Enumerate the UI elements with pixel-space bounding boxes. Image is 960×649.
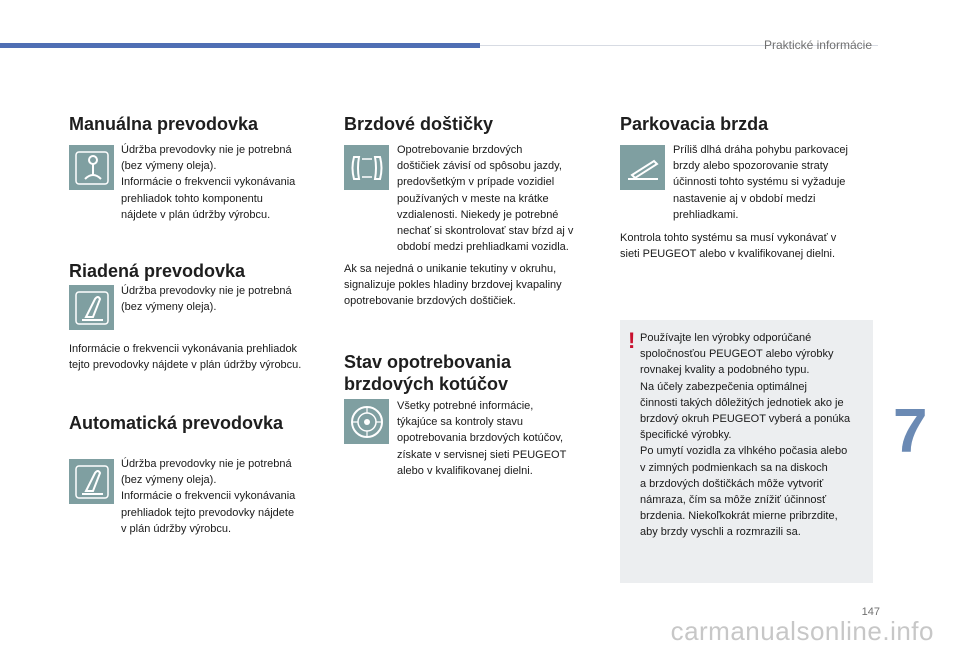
robotized-gear-icon xyxy=(69,285,114,330)
heading-brake-discs: Stav opotrebovania brzdových kotúčov xyxy=(344,352,512,394)
page-number: 147 xyxy=(861,606,880,618)
parking-brake-body: Kontrola tohto systému sa musí vykonávať v sieti PEUGEOT alebo v kvalifikovanej dielni. xyxy=(620,232,837,261)
heading-automatic-gearbox: Automatická prevodovka xyxy=(69,413,284,433)
warning-icon: ! xyxy=(628,328,636,353)
heading-robotized-gearbox: Riadená prevodovka xyxy=(69,261,246,281)
gear-lever-icon xyxy=(69,145,114,190)
heading-manual-gearbox: Manuálna prevodovka xyxy=(69,114,259,134)
automatic-gear-icon xyxy=(69,459,114,504)
robotized-gearbox-body: Informácie o frekvencii vykonávania prehliadok tejto prevodovky nájdete v plán údržby výrobcu. xyxy=(69,343,302,372)
heading-parking-brake: Parkovacia brzda xyxy=(620,114,769,134)
chapter-number: 7 xyxy=(893,397,928,466)
parking-brake-text: Príliš dlhá dráha pohybu parkovacej brzdy alebo spozorovanie straty účinnosti tohto systému si vyžaduje nastavenie aj v období medzi prehliadkami. xyxy=(673,144,848,221)
brake-pads-icon xyxy=(344,145,389,190)
brake-pads-body: Ak sa nejedná o unikanie tekutiny v okruhu, signalizuje pokles hladiny brzdovej kvapaliny opotrebovanie brzdových doštičiek. xyxy=(344,263,562,308)
brake-discs-text: Všetky potrebné informácie, týkajúce sa kontroly stavu opotrebovania brzdových kotúčov, získate v servisnej sieti PEUGEOT alebo v kvalifikovanej dielni. xyxy=(397,400,567,477)
parking-brake-icon xyxy=(620,145,665,190)
brake-pads-text: Opotrebovanie brzdových doštičiek závisí od spôsobu jazdy, predovšetkým v prípade vozidiel používaných v meste na krátke vzdialenosti. Niekedy je potrebné nechať si skontrolovať stav bŕzd aj v období medzi prehliadkami vozidla. xyxy=(397,144,574,254)
warning-text: Používajte len výrobky odporúčané spoločnosťou PEUGEOT alebo výrobky rovnakej kvality a podobného typu. Na účely zabezpečenia optimálnej činnosti takých dôležitých jednotiek ako je brzdový okruh PEUGEOT vyberá a ponúka špecifické výrobky. Po umytí vozidla za vlhkého počasia alebo v zimných podmienkach sa na diskoch a brzdových doštičkách môže vytvoriť námraza, čím sa môže znížiť účinnosť brzdenia. Niekoľkokrát mierne pribrzdite, aby brzdy vyschli a rozmrazili sa. xyxy=(640,332,851,539)
brake-disc-icon xyxy=(344,399,389,444)
section-title: Praktické informácie xyxy=(763,38,872,52)
automatic-gearbox-text: Údržba prevodovky nie je potrebná (bez výmeny oleja). Informácie o frekvencii vykonávania prehliadok tejto prevodovky nájdete v plán údržby výrobcu. xyxy=(121,458,296,535)
heading-brake-pads: Brzdové doštičky xyxy=(344,114,494,134)
manual-gearbox-text: Údržba prevodovky nie je potrebná (bez výmeny oleja). Informácie o frekvencii vykonávania prehliadok tohto komponentu nájdete v plán údržby výrobcu. xyxy=(121,144,296,221)
robotized-gearbox-text: Údržba prevodovky nie je potrebná (bez výmeny oleja). xyxy=(121,285,292,314)
header-accent-bar xyxy=(0,43,480,48)
watermark: carmanualsonline.info xyxy=(670,616,934,646)
